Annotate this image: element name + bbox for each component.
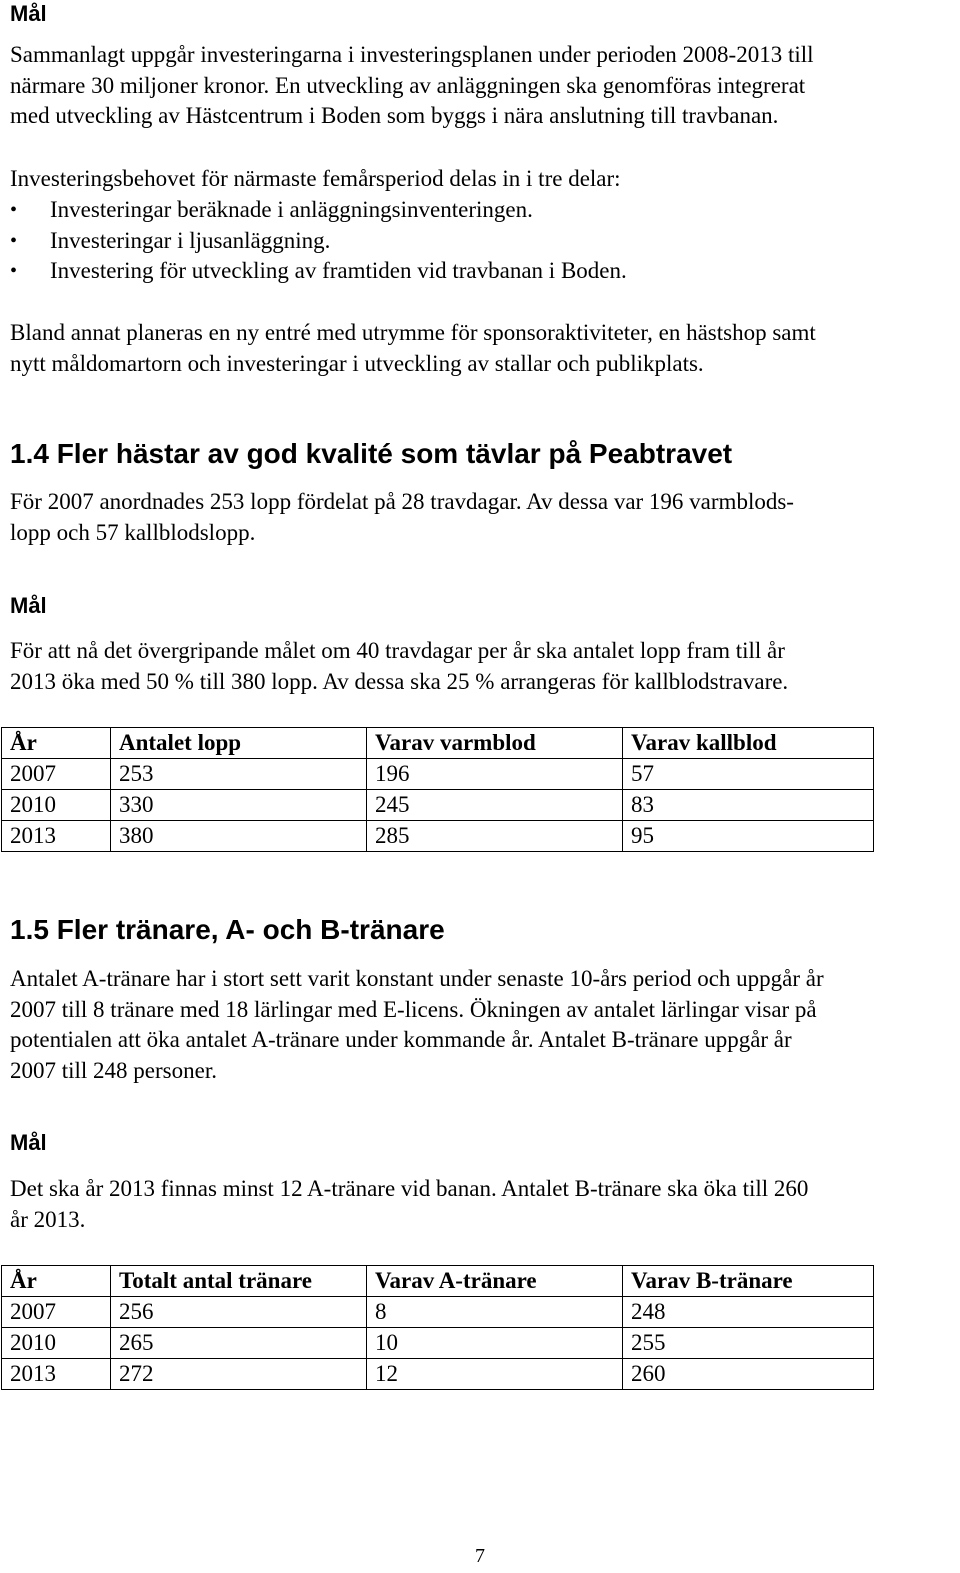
- text-line: 2007 till 8 tränare med 18 lärlingar med E-licens. Ökningen av antalet lärlingar visar på: [10, 996, 817, 1022]
- list-item-text: Investeringar i ljusanläggning.: [50, 227, 331, 253]
- paragraph-races-goal: [10, 636, 955, 697]
- table-cell: 255: [623, 1328, 874, 1359]
- heading-mal-races: Mål: [10, 593, 47, 618]
- table-row: [2, 790, 874, 821]
- table-row: [2, 759, 874, 790]
- heading-section-1-5: 1.5 Fler tränare, A- och B-tränare: [10, 914, 445, 945]
- text-line: Investeringsbehovet för närmaste femårsperiod delas in i tre delar:: [10, 166, 621, 191]
- paragraph-trainers-goal: [10, 1174, 955, 1235]
- list-item: [10, 256, 627, 287]
- text-line: lopp och 57 kallblodslopp.: [10, 519, 256, 545]
- text-line: närmare 30 miljoner kronor. En utveckling av anläggningen ska genomföras integrerat: [10, 72, 806, 98]
- table-row: [2, 1297, 874, 1328]
- table-cell: 245: [367, 790, 623, 821]
- text-line: nytt måldomartorn och investeringar i utveckling av stallar och publikplats.: [10, 350, 704, 376]
- text-line: För att nå det övergripande målet om 40 travdagar per år ska antalet lopp fram till år: [10, 638, 785, 663]
- table-trainers: [1, 1265, 874, 1390]
- table-header-row: [2, 728, 874, 759]
- table-cell: 2013: [2, 1359, 111, 1390]
- text-line: 2007 till 248 personer.: [10, 1057, 217, 1083]
- table-cell: 256: [111, 1297, 367, 1328]
- heading-section-1-4: 1.4 Fler hästar av god kvalité som tävlar på Peabtravet: [10, 438, 733, 469]
- column-header: Varav kallblod: [623, 728, 874, 759]
- column-header: Varav B-tränare: [623, 1266, 874, 1297]
- bullet-list-investment-parts: [10, 195, 627, 287]
- heading-mal-investments: Mål: [10, 1, 47, 26]
- heading-mal-trainers: Mål: [10, 1130, 47, 1155]
- list-item: [10, 195, 627, 226]
- paragraph-planned-projects: [10, 318, 955, 379]
- text-line: Sammanlagt uppgår investeringarna i investeringsplanen under perioden 2008-2013 till: [10, 42, 814, 67]
- table-cell: 248: [623, 1297, 874, 1328]
- text-line: 2013 öka med 50 % till 380 lopp. Av dessa ska 25 % arrangeras för kallblodstravare.: [10, 668, 789, 694]
- table-cell: 330: [111, 790, 367, 821]
- text-line: Det ska år 2013 finnas minst 12 A-tränare vid banan. Antalet B-tränare ska öka till 260: [10, 1176, 809, 1201]
- table-cell: 2013: [2, 821, 111, 852]
- table-cell: 95: [623, 821, 874, 852]
- column-header: Totalt antal tränare: [111, 1266, 367, 1297]
- page-number: 7: [475, 1545, 485, 1567]
- column-header: Antalet lopp: [111, 728, 367, 759]
- text-line: Bland annat planeras en ny entré med utrymme för sponsoraktiviteter, en hästshop samt: [10, 320, 816, 345]
- table-row: [2, 1359, 874, 1390]
- list-item-text: Investeringar beräknade i anläggningsinventeringen.: [50, 197, 533, 222]
- text-line: Antalet A-tränare har i stort sett varit konstant under senaste 10-års period och uppgår år: [10, 966, 824, 991]
- column-header: År: [2, 1266, 111, 1297]
- table-row: [2, 821, 874, 852]
- table-cell: 12: [367, 1359, 623, 1390]
- column-header: Varav varmblod: [367, 728, 623, 759]
- bullet-icon: •: [10, 229, 18, 252]
- table-races: [1, 727, 874, 852]
- table-cell: 83: [623, 790, 874, 821]
- table-cell: 2010: [2, 1328, 111, 1359]
- table-header-row: [2, 1266, 874, 1297]
- table-row: [2, 1328, 874, 1359]
- table-cell: 272: [111, 1359, 367, 1390]
- table-cell: 8: [367, 1297, 623, 1328]
- paragraph-investment-needs: [10, 164, 955, 195]
- list-item: [10, 226, 627, 257]
- text-line: potentialen att öka antalet A-tränare under kommande år. Antalet B-tränare uppgår år: [10, 1027, 792, 1052]
- column-header: Varav A-tränare: [367, 1266, 623, 1297]
- list-item-text: Investering för utveckling av framtiden vid travbanan i Boden.: [50, 258, 627, 283]
- bullet-icon: •: [10, 199, 18, 221]
- table-cell: 2007: [2, 759, 111, 790]
- table-cell: 2007: [2, 1297, 111, 1328]
- paragraph-trainers: [10, 964, 955, 1086]
- column-header: År: [2, 728, 111, 759]
- text-line: med utveckling av Hästcentrum i Boden som byggs i nära anslutning till travbanan.: [10, 103, 779, 128]
- bullet-icon: •: [10, 260, 18, 282]
- table-cell: 253: [111, 759, 367, 790]
- table-cell: 285: [367, 821, 623, 852]
- table-cell: 57: [623, 759, 874, 790]
- table-cell: 265: [111, 1328, 367, 1359]
- text-line: För 2007 anordnades 253 lopp fördelat på 28 travdagar. Av dessa var 196 varmblods-: [10, 489, 794, 514]
- table-cell: 10: [367, 1328, 623, 1359]
- paragraph-investment-total: [10, 40, 955, 132]
- text-line: år 2013.: [10, 1206, 86, 1232]
- table-cell: 2010: [2, 790, 111, 821]
- table-cell: 196: [367, 759, 623, 790]
- table-cell: 380: [111, 821, 367, 852]
- table-cell: 260: [623, 1359, 874, 1390]
- paragraph-races-2007: [10, 487, 955, 548]
